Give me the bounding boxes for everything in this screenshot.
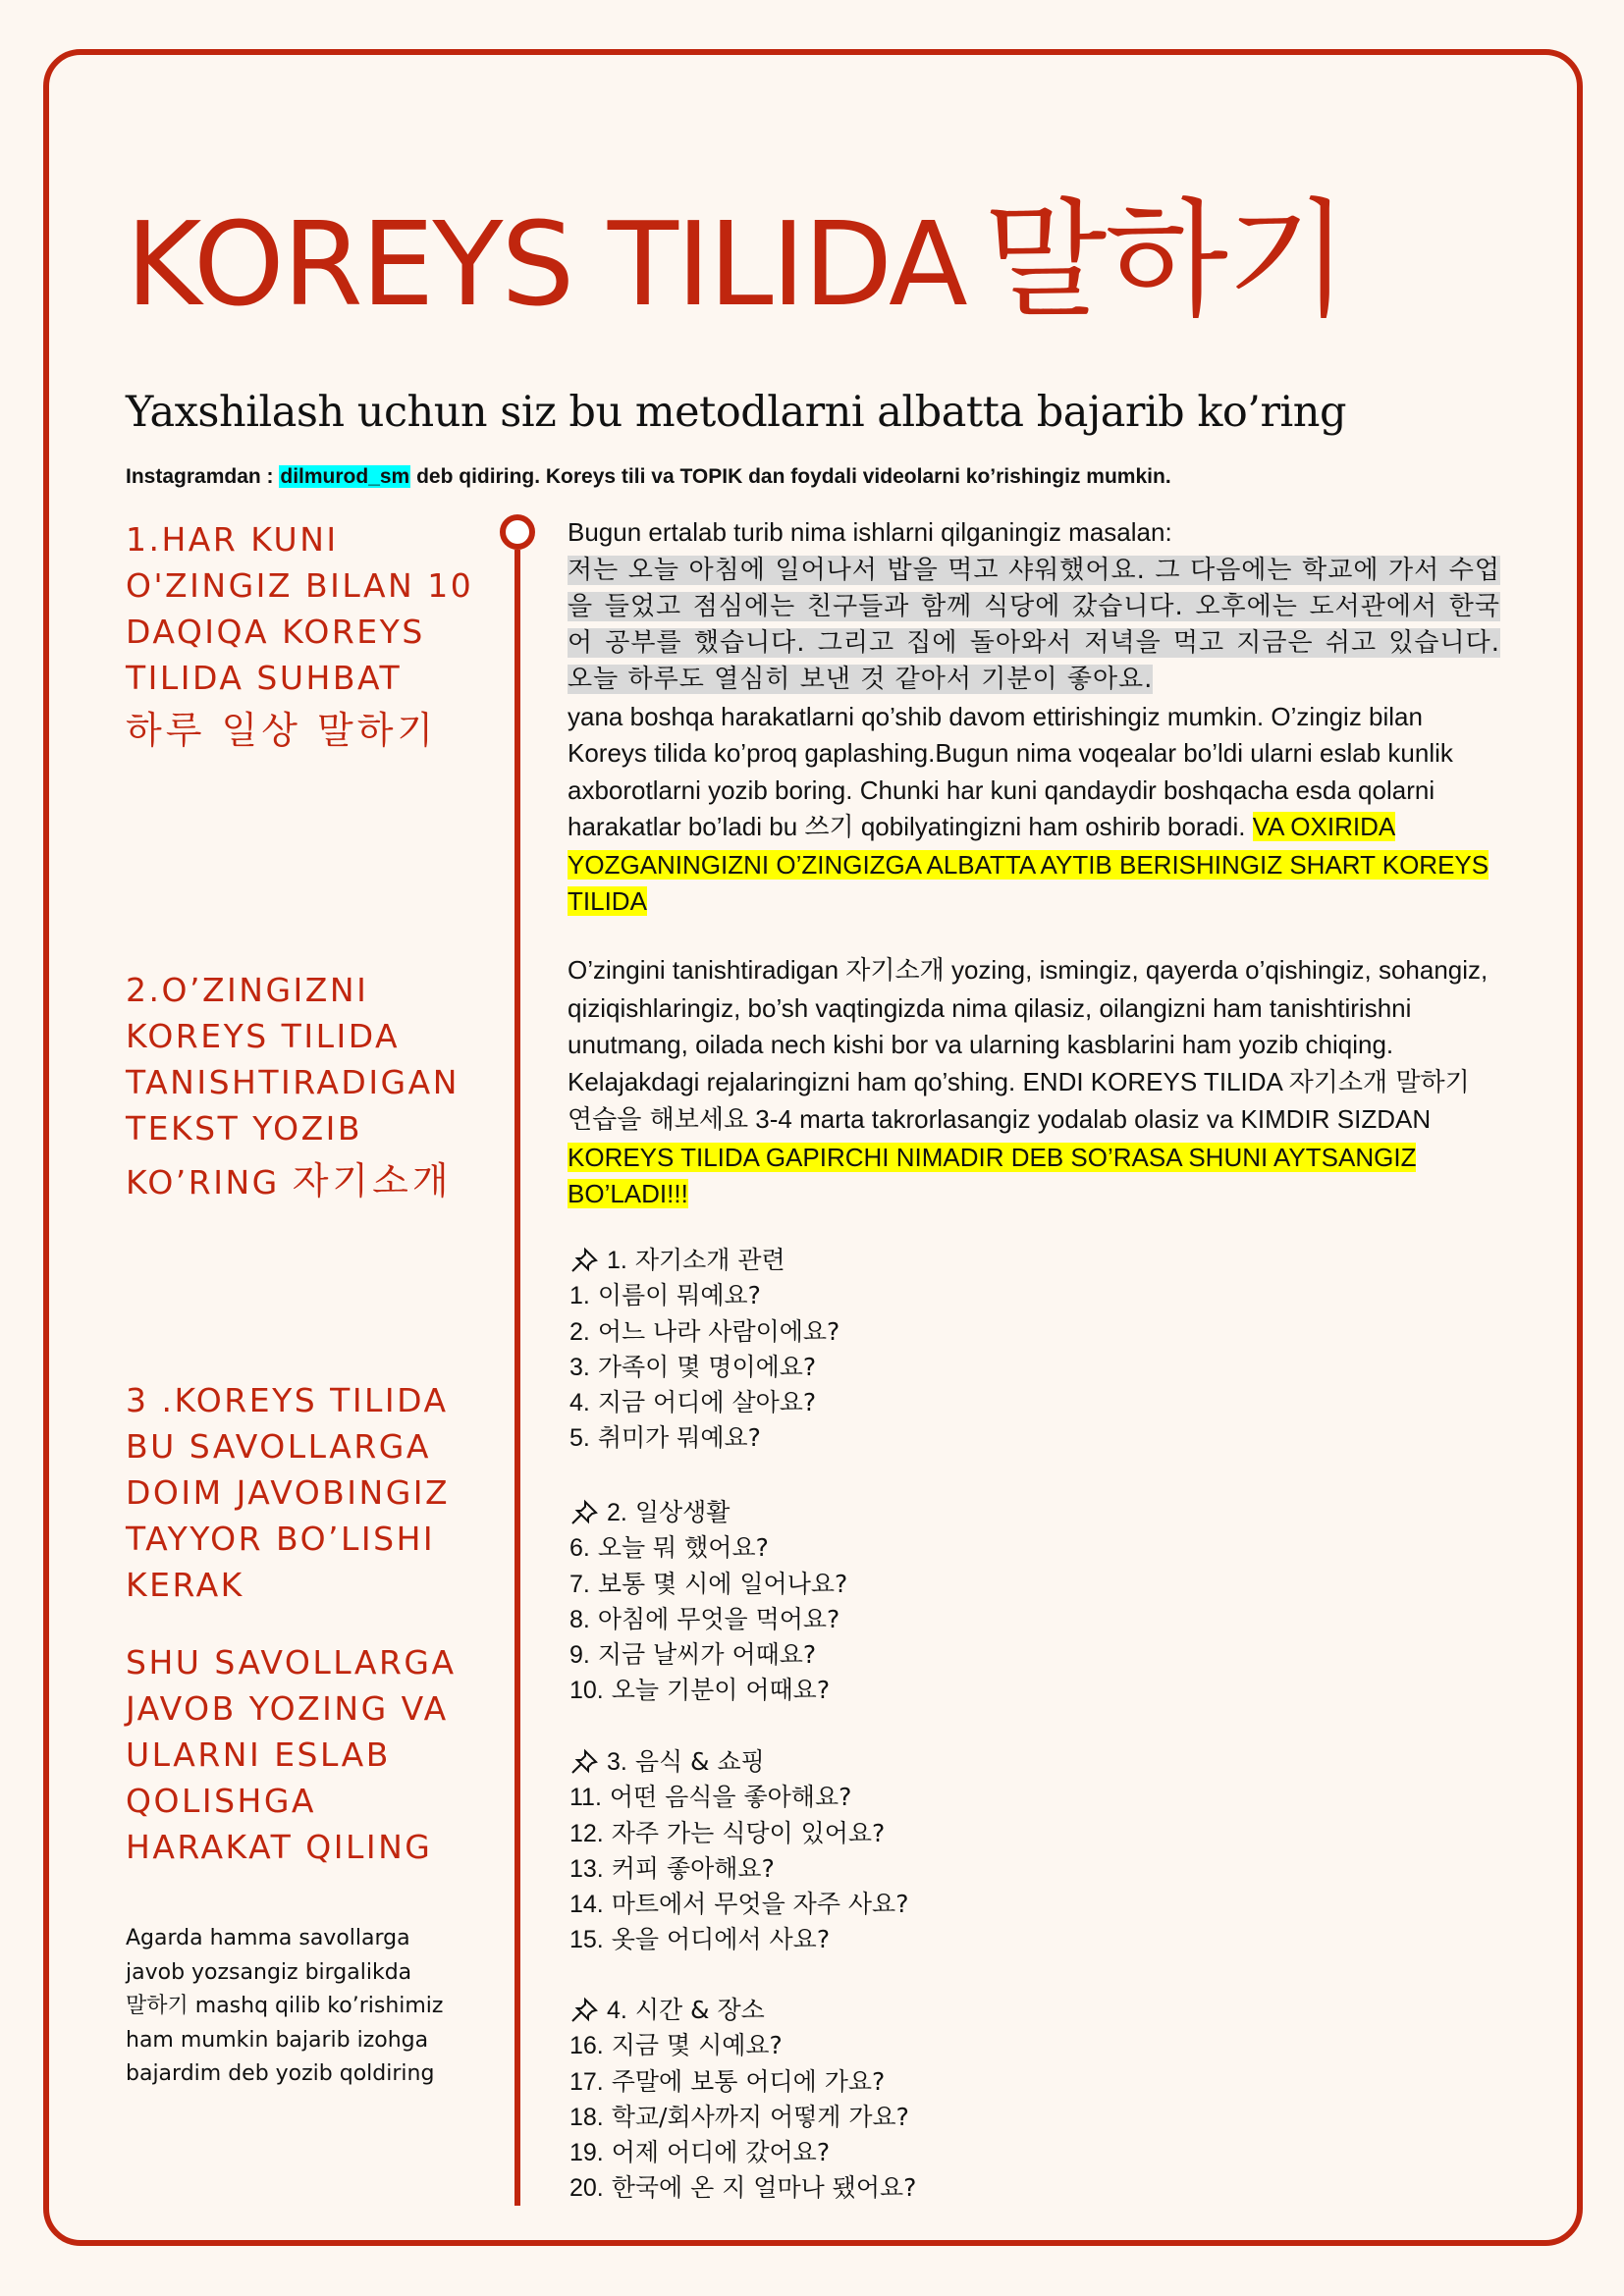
pushpin-icon: [569, 1748, 599, 1776]
question-number: 14.: [569, 1891, 604, 1919]
question-item: [569, 1922, 1060, 1957]
question-number: 3.: [569, 1353, 590, 1381]
question-text: 어제 어디에 갔어요?: [611, 2138, 831, 2167]
question-text: 오늘 뭐 했어요?: [597, 1533, 769, 1563]
question-item: [569, 1314, 1060, 1350]
note-line: [126, 1990, 479, 2024]
section-3-subheading: [126, 1639, 499, 1870]
question-text: 지금 몇 시예요?: [611, 2031, 783, 2060]
question-item: [569, 1530, 1060, 1566]
korean-example-text: 저는 오늘 아침에 일어나서 밥을 먹고 샤워했어요. 그 다음에는 학교에 가서 수업을 들었고 점심에는 친구들과 함께 식당에 갔습니다. 오후에는 도서관에서 한국어 공부를 했습니다. 그리고 집에 돌아와서 저녁을 먹고 지금은 쉬고 있습니다. 오늘 하루도 열심히 보낸 것 같아서 기분이 좋아요.: [568, 555, 1501, 694]
heading-line: JAVOB YOZING VA: [126, 1689, 449, 1728]
question-item: [569, 1602, 1060, 1637]
title-latin: KOREYS TILIDA: [126, 196, 966, 332]
question-number: 1.: [569, 1282, 590, 1310]
question-item: [569, 1887, 1060, 1922]
heading-line: DAQIQA KOREYS: [126, 613, 425, 651]
note-line: Agarda hamma savollarga: [126, 1926, 410, 1950]
question-number: 11.: [569, 1784, 602, 1812]
instagram-line: [126, 465, 1171, 489]
section-1-body: [568, 514, 1500, 921]
group-title: 음식 & 쇼핑: [634, 1747, 765, 1776]
heading-line: 2.O’ZINGIZNI: [126, 971, 369, 1009]
heading-line: DOIM JAVOBINGIZ: [126, 1473, 451, 1512]
question-number: 18.: [569, 2103, 604, 2131]
question-text: 커피 좋아해요?: [611, 1853, 775, 1883]
timeline-start-dot: [500, 514, 535, 550]
page-title: [126, 186, 1348, 335]
heading-latin: KO’RING: [126, 1163, 293, 1201]
question-item: [569, 1673, 1060, 1708]
question-number: 17.: [569, 2067, 604, 2096]
group-number: 2.: [607, 1499, 627, 1526]
note-text: mashq qilib ko’rishimiz: [188, 1994, 444, 2018]
question-text: 지금 어디에 살아요?: [597, 1388, 817, 1417]
question-item: [569, 2100, 1060, 2135]
section-1-text: [568, 699, 1500, 921]
question-number: 15.: [569, 1926, 604, 1954]
question-item: [569, 1637, 1060, 1673]
question-group-title: [569, 1243, 1060, 1278]
question-number: 6.: [569, 1534, 590, 1563]
question-item: [569, 1780, 1060, 1815]
question-item: [569, 1567, 1060, 1602]
timeline-line: [514, 550, 520, 2206]
group-title: 자기소개 관련: [634, 1246, 785, 1274]
question-item: [569, 2135, 1060, 2170]
heading-line: TANISHTIRADIGAN: [126, 1063, 460, 1101]
highlighted-instruction: KOREYS TILIDA GAPIRCHI NIMADIR DEB SO’RASA SHUNI AYTSANGIZ BO’LADI!!!: [568, 1142, 1417, 1208]
instagram-prefix: Instagramdan :: [126, 465, 280, 488]
question-number: 16.: [569, 2032, 604, 2060]
question-text: 자주 가는 식당이 있어요?: [611, 1818, 886, 1847]
note-line: ham mumkin bajarib izohga: [126, 2027, 429, 2053]
question-text: 오늘 기분이 어때요?: [611, 1676, 831, 1705]
group-number: 3.: [607, 1748, 627, 1776]
question-item: [569, 1851, 1060, 1887]
question-item: [569, 1816, 1060, 1851]
question-number: 19.: [569, 2139, 604, 2167]
body-text: yozing, ismingiz, qayerda o’qishingiz, sohangiz, qiziqishlaringiz, bo’sh vaqtingizda nima qilasiz, oilangizni ham tanishtirishni unutmang, oilada nech kishi bor va ularning kasblarini ham yozib chiqing. Kelajakdagi rejalaringizni ham qo’shing. ENDI KOREYS TILIDA: [568, 955, 1489, 1096]
heading-line: BU SAVOLLARGA: [126, 1427, 431, 1466]
question-number: 2.: [569, 1317, 590, 1346]
heading-line: KERAK: [126, 1566, 244, 1604]
body-text: qobilyatingizni ham oshirib boradi.: [853, 812, 1253, 841]
question-group-2: [569, 1495, 1060, 1709]
question-number: 7.: [569, 1570, 590, 1598]
question-group-3: [569, 1744, 1060, 1958]
question-text: 보통 몇 시에 일어나요?: [597, 1569, 848, 1598]
heading-line: 1.HAR KUNI: [126, 520, 339, 559]
note-line: bajardim deb yozib qoldiring: [126, 2061, 435, 2086]
heading-line-last: [126, 1151, 499, 1212]
highlighted-instruction: VA OXIRIDA YOZGANINGIZNI O’ZINGIZGA ALBATTA AYTIB BERISHINGIZ SHART KOREYS TILIDA: [568, 812, 1489, 916]
body-korean-word: 쓰기: [804, 813, 854, 842]
body-text: 3-4 marta takrorlasangiz yodalab olasiz va KIMDIR SIZDAN: [748, 1104, 1432, 1134]
question-text: 가족이 몇 명이에요?: [597, 1352, 817, 1381]
question-item: [569, 1278, 1060, 1313]
question-text: 지금 날씨가 어때요?: [597, 1640, 817, 1670]
section-1-intro: Bugun ertalab turib nima ishlarni qilganingiz masalan:: [568, 517, 1172, 547]
question-number: 9.: [569, 1641, 590, 1670]
group-number: 4.: [607, 1997, 627, 2024]
body-text: O’zingini tanishtiradigan: [568, 955, 846, 985]
heading-line: KOREYS TILIDA: [126, 1017, 401, 1055]
question-group-4: [569, 1993, 1060, 2207]
question-text: 아침에 무엇을 먹어요?: [597, 1604, 840, 1633]
question-group-1: [569, 1243, 1060, 1457]
question-number: 8.: [569, 1605, 590, 1633]
question-item: [569, 1420, 1060, 1456]
question-number: 10.: [569, 1677, 604, 1705]
instagram-handle[interactable]: dilmurod_sm: [280, 465, 410, 488]
question-item: [569, 1385, 1060, 1420]
korean-example-paragraph: [568, 552, 1500, 697]
question-item: [569, 2170, 1060, 2206]
group-title: 시간 & 장소: [634, 1996, 765, 2024]
note-line: javob yozsangiz birgalikda: [126, 1959, 412, 1985]
page-subtitle: Yaxshilash uchun siz bu metodlarni albatta bajarib ko’ring: [126, 388, 1346, 437]
pushpin-icon: [569, 1997, 599, 2024]
question-text: 주말에 보통 어디에 가요?: [611, 2066, 886, 2096]
heading-korean: 자기소개: [292, 1159, 453, 1202]
heading-line: HARAKAT QILING: [126, 1828, 433, 1866]
title-korean: 말하기: [983, 186, 1348, 335]
heading-line: SHU SAVOLLARGA: [126, 1643, 457, 1682]
question-item: [569, 2028, 1060, 2063]
question-text: 어떤 음식을 좋아해요?: [609, 1783, 852, 1812]
group-number: 1.: [607, 1247, 627, 1274]
question-text: 마트에서 무엇을 자주 사요?: [611, 1890, 909, 1919]
heading-line: TILIDA SUHBAT: [126, 659, 403, 697]
question-item: [569, 2064, 1060, 2100]
question-text: 어느 나라 사람이에요?: [597, 1316, 840, 1346]
question-group-title: [569, 1495, 1060, 1530]
heading-line: TEKST YOZIB: [126, 1109, 363, 1148]
question-group-title: [569, 1744, 1060, 1780]
question-number: 13.: [569, 1854, 604, 1883]
body-korean-phrase: 자기소개 말하기 연습을 해보세요: [568, 1067, 1470, 1135]
heading-korean: 하루 일상 말하기: [126, 709, 438, 752]
section-2-body: [568, 952, 1500, 1213]
question-text: 한국에 온 지 얼마나 됐어요?: [611, 2173, 917, 2203]
note-korean: 말하기: [126, 1994, 189, 2018]
heading-line: O'ZINGIZ BILAN 10: [126, 566, 474, 605]
question-number: 12.: [569, 1819, 604, 1847]
question-item: [569, 1350, 1060, 1385]
question-text: 이름이 뭐예요?: [597, 1281, 761, 1310]
question-group-title: [569, 1993, 1060, 2028]
section-3-heading: [126, 1377, 499, 1608]
body-korean-word: 자기소개: [845, 956, 945, 986]
group-title: 일상생활: [634, 1498, 731, 1526]
question-text: 옷을 어디에서 사요?: [611, 1925, 831, 1954]
question-text: 학교/회사까지 어떻게 가요?: [611, 2102, 909, 2131]
heading-line: QOLISHGA: [126, 1782, 316, 1820]
question-number: 20.: [569, 2174, 604, 2203]
section-2-heading: [126, 967, 499, 1212]
question-number: 4.: [569, 1389, 590, 1417]
section-3-note: [126, 1922, 479, 2092]
heading-line: ULARNI ESLAB: [126, 1735, 391, 1774]
pushpin-icon: [569, 1499, 599, 1526]
pushpin-icon: [569, 1247, 599, 1274]
instagram-suffix: deb qidiring. Koreys tili va TOPIK dan foydali videolarni ko’rishingiz mumkin.: [410, 465, 1171, 488]
question-text: 취미가 뭐예요?: [597, 1423, 761, 1453]
body-text: yana boshqa harakatlarni qo’shib davom ettirishingiz mumkin. O’zingiz bilan Koreys tilida ko’proq gaplashing.Bugun nima voqealar bo’ldi ularni eslab kunlik axborotlarni yozib boring. Chunki har kuni qandaydir boshqacha esda qolarni harakatlar bo’ladi bu: [568, 701, 1453, 841]
section-1-heading: [126, 516, 499, 760]
heading-line: 3 .KOREYS TILIDA: [126, 1381, 449, 1419]
question-number: 5.: [569, 1424, 590, 1453]
heading-line: TAYYOR BO’LISHI: [126, 1520, 436, 1558]
